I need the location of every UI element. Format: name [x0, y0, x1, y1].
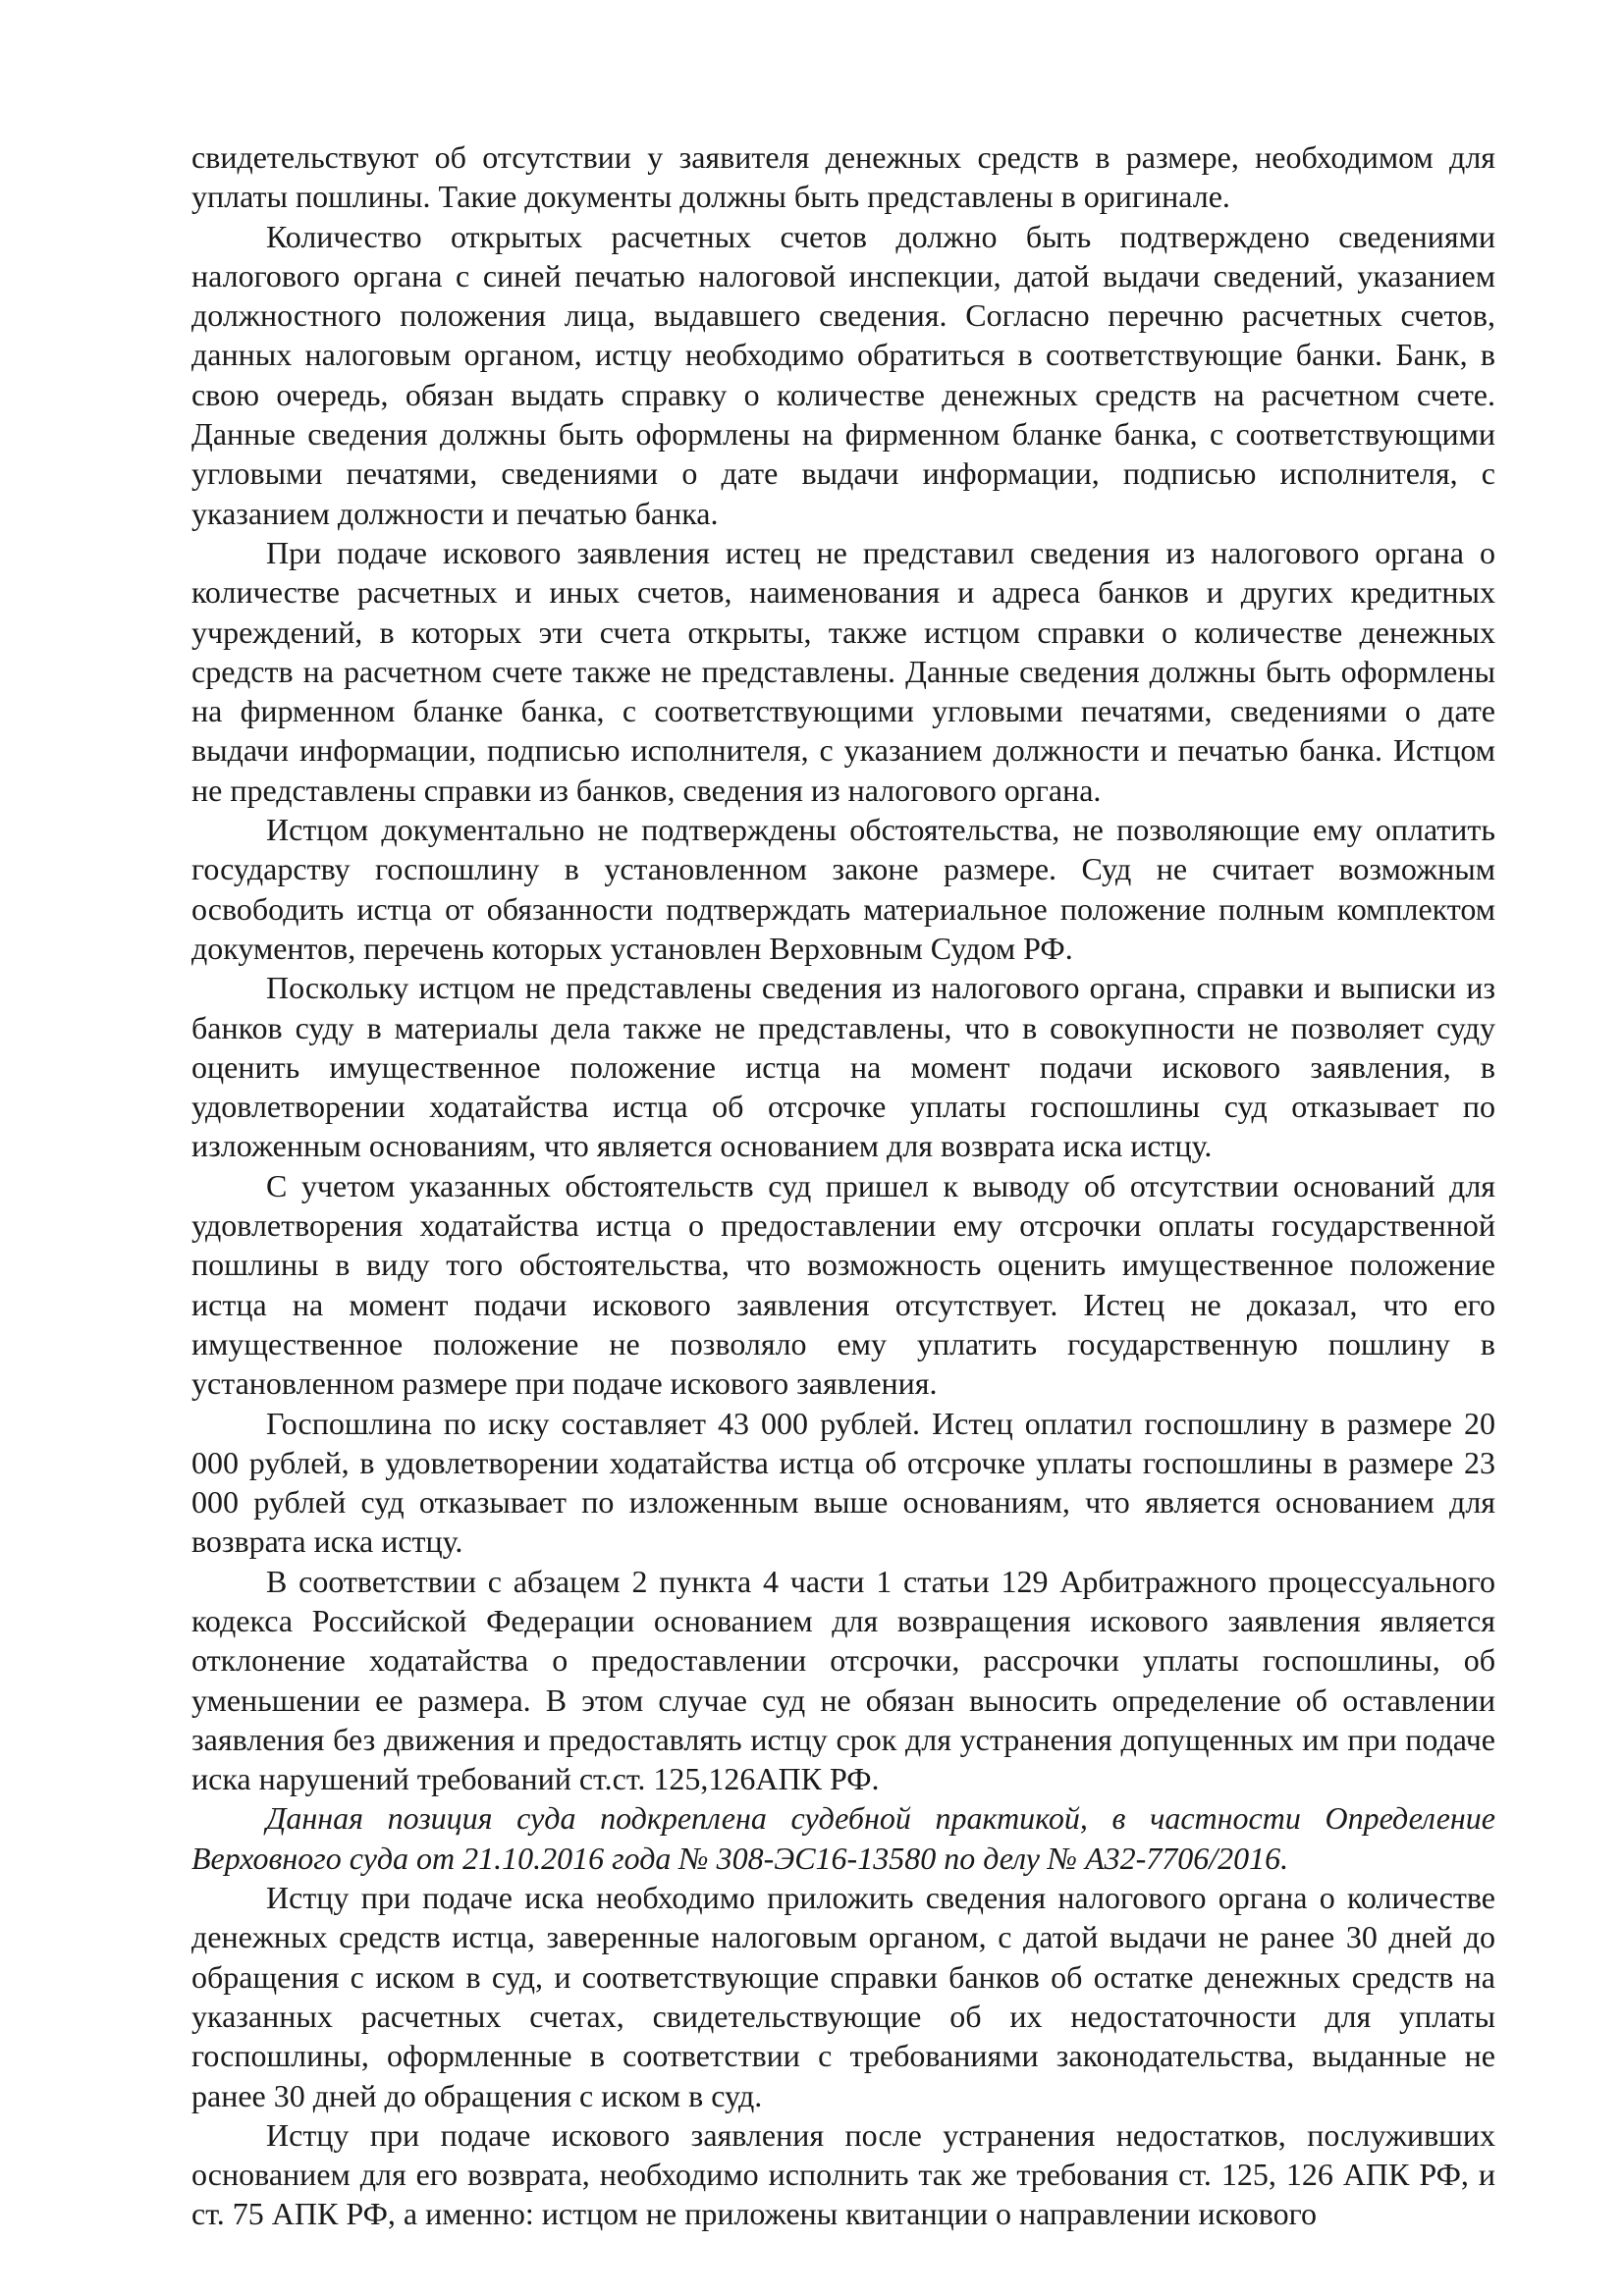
paragraph-10: Истцу при подаче иска необходимо приложить сведения налогового органа о количестве денежных средств истца, заверенные налоговым органом, с датой выдачи не ранее 30 дней до обращения с иском в суд, и соответствующие справки банков об остатке денежных средств на указанных расчетных счетах, свидетельствующие об их недостаточности для уплаты госпошлины, оформленные в соответствии с требованиями законодательства, выданные не ранее 30 дней до обращения с иском в суд. [191, 1880, 1495, 2113]
paragraph-1: свидетельствуют об отсутствии у заявителя денежных средств в размере, необходимом для уплаты пошлины. Такие документы должны быть представлены в оригинале. [191, 139, 1495, 215]
paragraph-4: Истцом документально не подтверждены обстоятельства, не позволяющие ему оплатить государству госпошлину в установленном законе размере. Суд не считает возможным освободить истца от обязанности подтверждать материальное положение полным комплектом документов, перечень которых установлен Верховным Судом РФ. [191, 812, 1495, 966]
paragraph-2: Количество открытых расчетных счетов должно быть подтверждено сведениями налогового органа с синей печатью налоговой инспекции, датой выдачи сведений, указанием должностного положения лица, выдавшего сведения. Согласно перечню расчетных счетов, данных налоговым органом, истцу необходимо обратиться в соответствующие банки. Банк, в свою очередь, обязан выдать справку о количестве денежных средств на расчетном счете. Данные сведения должны быть оформлены на фирменном бланке банка, с соответствующими угловыми печатями, сведениями о дате выдачи информации, подписью исполнителя, с указанием должности и печатью банка. [191, 218, 1495, 531]
document-page [191, 137, 1495, 2234]
paragraph-11: Истцу при подаче искового заявления после устранения недостатков, послуживших основанием для его возврата, необходимо исполнить так же требования ст. 125, 126 АПК РФ, и ст. 75 АПК РФ, а именно: истцом не приложены квитанции о направлении искового [191, 2116, 1495, 2232]
paragraph-6: С учетом указанных обстоятельств суд пришел к выводу об отсутствии оснований для удовлетворения ходатайства истца о предоставлении ему отсрочки оплаты государственной пошлины в виду того обстоятельства, что возможность оценить имущественное положение истца на момент подачи искового заявления отсутствует. Истец не доказал, что его имущественное положение не позволяло ему уплатить государственную пошлину в установленном размере при подаче искового заявления. [191, 1167, 1495, 1402]
paragraph-7: Госпошлина по иску составляет 43 000 рублей. Истец оплатил госпошлину в размере 20 000 рублей, в удовлетворении ходатайства истца об отсрочке уплаты госпошлины в размере 23 000 рублей суд отказывает по изложенным выше основаниям, что является основанием для возврата иска истцу. [191, 1405, 1495, 1560]
paragraph-3: При подаче искового заявления истец не представил сведения из налогового органа о количестве расчетных и иных счетов, наименования и адреса банков и других кредитных учреждений, в которых эти счета открыты, также истцом справки о количестве денежных средств на расчетном счете также не представлены. Данные сведения должны быть оформлены на фирменном бланке банка, с соответствующими угловыми печатями, сведениями о дате выдачи информации, подписью исполнителя, с указанием должности и печатью банка. Истцом не представлены справки из банков, сведения из налогового органа. [191, 534, 1495, 808]
paragraph-8: В соответствии с абзацем 2 пункта 4 части 1 статьи 129 Арбитражного процессуального кодекса Российской Федерации основанием для возвращения искового заявления является отклонение ходатайства о предоставлении отсрочки, рассрочки уплаты госпошлины, об уменьшении ее размера. В этом случае суд не обязан выносить определение об оставлении заявления без движения и предоставлять истцу срок для устранения допущенных им при подаче иска нарушений требований ст.ст. 125,126АПК РФ. [191, 1563, 1495, 1797]
paragraph-5: Поскольку истцом не представлены сведения из налогового органа, справки и выписки из банков суду в материалы дела также не представлены, что в совокупности не позволяет суду оценить имущественное положение истца на момент подачи искового заявления, в удовлетворении ходатайства истца об отсрочке уплаты госпошлины суд отказывает по изложенным основаниям, что является основанием для возврата иска истцу. [191, 970, 1495, 1164]
paragraph-9-court-practice: Данная позиция суда подкреплена судебной практикой, в частности Определение Верховного суда от 21.10.2016 года № 308-ЭС16-13580 по делу № А32-7706/2016. [191, 1800, 1495, 1876]
